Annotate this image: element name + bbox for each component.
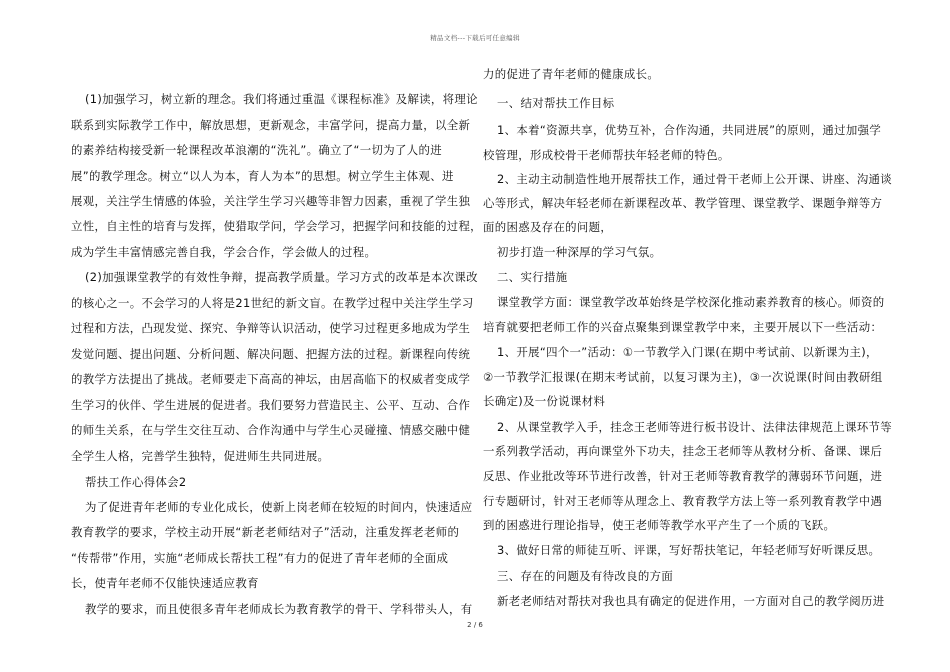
text-line: 立性，自主性的培育与发挥，使猎取学问，学会学习，把握学问和技能的过程， — [71, 219, 482, 233]
text-line: 1、开展“四个一”活动：①一节教学入门课(在期中考试前、以新课为主)， — [497, 345, 878, 359]
text-line: 成为学生丰富情感完善自我，学会合作，学会做人的过程。 — [71, 245, 377, 259]
text-line: 到的困惑进行理论指导，使王老师等教学水平产生了一个质的飞跃。 — [483, 518, 836, 532]
text-line: “传帮带”作用，实施“老师成长帮扶工程”有力的促进了青年老师的全面成 — [71, 551, 449, 565]
text-line: 心等形式，解决年轻老师在新课程改革、教学管理、课堂教学、课题争辩等方 — [483, 196, 883, 210]
text-line: 课堂教学方面：课堂教学改革始终是学校深化推动素养教育的核心。师资的 — [497, 295, 885, 309]
text-line: 的核心之一。不会学习的人将是21世纪的新文盲。在教学过程中关注学生学习 — [71, 296, 474, 310]
text-line: 反思、作业批改等环节进行改善，针对王老师等教育教学的薄弱环节问题，进 — [483, 469, 883, 483]
text-line: 教育教学的要求，学校主动开展“新老老师结对子”活动，注重发挥老老师的 — [71, 525, 460, 539]
text-line: 长确定)及一份说课材料 — [483, 394, 606, 408]
section-heading: 二、实行措施 — [497, 270, 568, 284]
text-line: 的师生关系，在与学生交往互动、合作沟通中与学生心灵碰撞、情感交融中健 — [71, 423, 471, 437]
text-line: 联系到实际教学工作中，解放思想，更新观念，丰富学问，提高力量，以全新 — [71, 118, 471, 132]
text-line: 过程和方法，凸现发觉、探究、争辩等认识活动，使学习过程更多地成为学生 — [71, 321, 471, 335]
text-line: 生学习的伙伴、学生进展的促进者。我们要努力营造民主、公平、互动、合作 — [71, 398, 471, 412]
text-line: 力的促进了青年老师的健康成长。 — [483, 67, 660, 81]
text-line: 一系列教学活动，再向课堂外下功夫，挂念王老师等从教材分析、备课、课后 — [483, 444, 883, 458]
section-heading: 一、结对帮扶工作目标 — [497, 96, 615, 110]
text-line: ②一节教学汇报课(在期末考试前，以复习课为主)，③一次说课(时间由教研组 — [483, 370, 883, 384]
text-line: (1)加强学习，树立新的理念。我们将通过重温《课程标准》及解读，将理论 — [85, 92, 478, 106]
text-line: 展观，关注学生情感的体验，关注学生学习兴趣等非智力因素，重视了学生独 — [71, 194, 471, 208]
text-line: 2、从课堂教学入手，挂念王老师等进行板书设计、法律法律规范上课环节等 — [497, 420, 893, 434]
text-line: 培育就要把老师工作的兴奋点聚集到课堂教学中来，主要开展以下一些活动： — [483, 320, 883, 334]
text-line: (2)加强课堂教学的有效性争辩，提高教学质量。学习方式的改革是本次课改 — [85, 270, 478, 284]
text-line: 初步打造一种深厚的学习气氛。 — [497, 245, 662, 259]
text-line: 2、主动主动制造性地开展帮扶工作，通过骨干老师上公开课、讲座、沟通谈 — [497, 172, 893, 186]
text-line: 3、做好日常的师徒互听、评课，写好帮扶笔记，年轻老师写好听课反思。 — [497, 543, 881, 557]
text-line: 新老老师结对帮扶对我也具有确定的促进作用，一方面对自己的教学阅历进 — [497, 594, 885, 608]
text-line: 全学生人格，完善学生独特，促进师生共同进展。 — [71, 449, 330, 463]
text-line: 展”的教学理念。树立“以人为本，育人为本”的思想。树立学生主体观、进 — [71, 169, 454, 183]
page-number: 2 / 6 — [467, 621, 483, 629]
text-line: 为了促进青年老师的专业化成长，使新上岗老师在较短的时间内，快速适应 — [85, 500, 473, 514]
text-line: 长，使青年老师不仅能快速适应教育 — [71, 576, 259, 590]
page-header: 精品文档---下载后可任意编辑 — [430, 34, 520, 42]
text-line: 发觉问题、提出问题、分析问题、解决问题、把握方法的过程。新课程向传统 — [71, 347, 471, 361]
text-line: 1、本着“资源共享，优势互补，合作沟通，共同进展”的原则，通过加强学 — [497, 123, 882, 137]
text-line: 的教学方法提出了挑战。老师要走下高高的神坛，由居高临下的权威者变成学 — [71, 372, 471, 386]
text-line: 行专题研讨，针对王老师等从理念上、教育教学方法上等一系列教育教学中遇 — [483, 494, 883, 508]
section-heading: 帮扶工作心得体会2 — [85, 475, 187, 489]
text-line: 校管理，形成校骨干老师帮扶年轻老师的特色。 — [483, 148, 730, 162]
text-line: 面的困惑及存在的问题， — [483, 220, 613, 234]
text-line: 的素养结构接受新一轮课程改革浪潮的“洗礼”。确立了“一切为了人的进 — [71, 143, 442, 157]
section-heading: 三、存在的问题及有待改良的方面 — [497, 569, 674, 583]
text-line: 教学的要求，而且使很多青年老师成长为教育教学的骨干、学科带头人，有 — [85, 602, 473, 616]
